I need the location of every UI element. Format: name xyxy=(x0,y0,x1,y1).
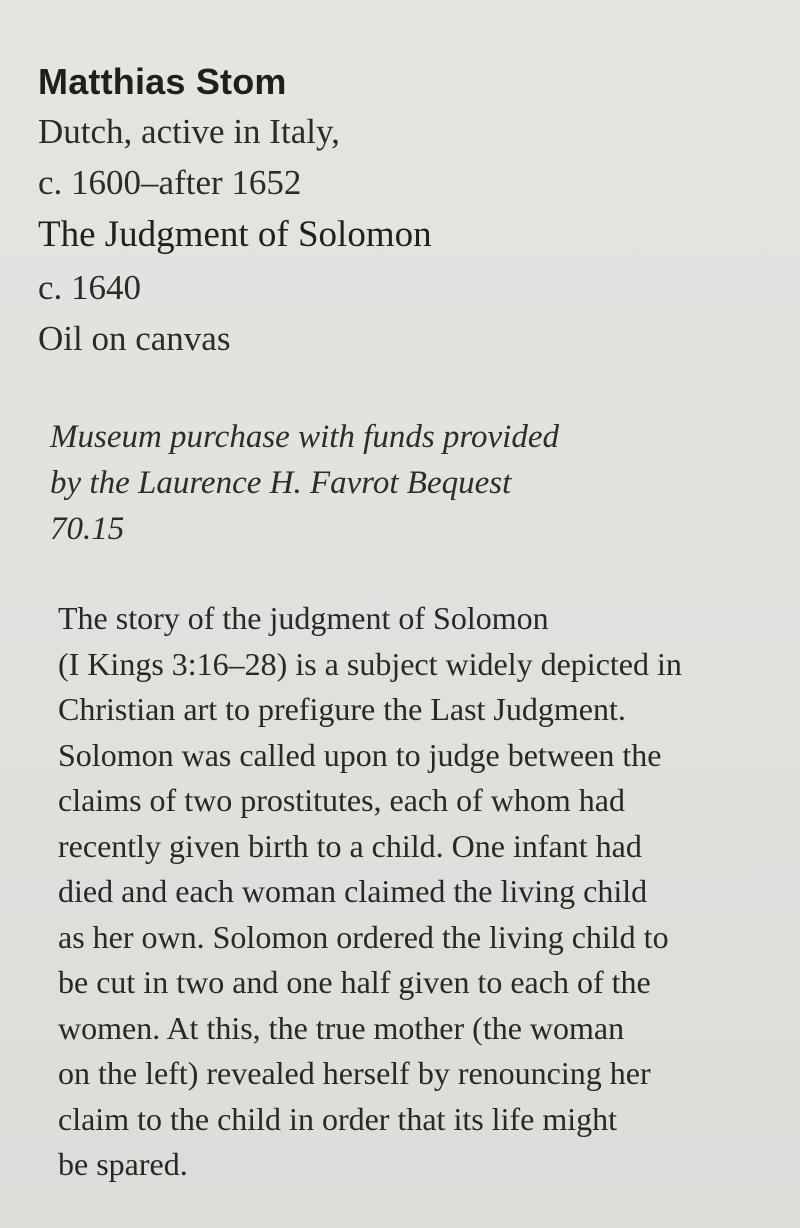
artist-nationality: Dutch, active in Italy, xyxy=(38,112,340,151)
artwork-medium: Oil on canvas xyxy=(38,319,231,358)
description-line: be spared. xyxy=(58,1146,188,1182)
description-line: Christian art to prefigure the Last Judgment. xyxy=(58,691,626,727)
description-line: died and each woman claimed the living child xyxy=(58,873,648,909)
description-line: as her own. Solomon ordered the living child to xyxy=(58,918,669,955)
description-line: The story of the judgment of Solomon xyxy=(58,600,549,636)
description-line: claim to the child in order that its life might xyxy=(58,1100,617,1137)
description-line: claims of two prostitutes, each of whom had xyxy=(58,782,625,818)
artist-life-dates: c. 1600–after 1652 xyxy=(38,163,302,202)
description-line: recently given birth to a child. One infant had xyxy=(58,827,642,864)
museum-label xyxy=(38,58,778,1188)
accession-number: 70.15 xyxy=(50,511,125,547)
description-text xyxy=(38,596,773,1188)
artwork-date: c. 1640 xyxy=(38,268,142,307)
description-line: on the left) revealed herself by renouncing her xyxy=(58,1055,651,1091)
credit-line: Museum purchase with funds provided xyxy=(50,419,560,455)
artwork-title: The Judgment of Solomon xyxy=(38,214,432,255)
credit-line: by the Laurence H. Favrot Bequest xyxy=(50,465,512,501)
credit-line-block xyxy=(38,414,778,552)
description-line: Solomon was called upon to judge between the xyxy=(58,736,662,773)
description-line: (I Kings 3:16–28) is a subject widely depicted in xyxy=(58,645,682,682)
artist-name: Matthias Stom xyxy=(38,61,287,102)
description-line: women. At this, the true mother (the woman xyxy=(58,1009,625,1046)
description-line: be cut in two and one half given to each of the xyxy=(58,964,651,1000)
